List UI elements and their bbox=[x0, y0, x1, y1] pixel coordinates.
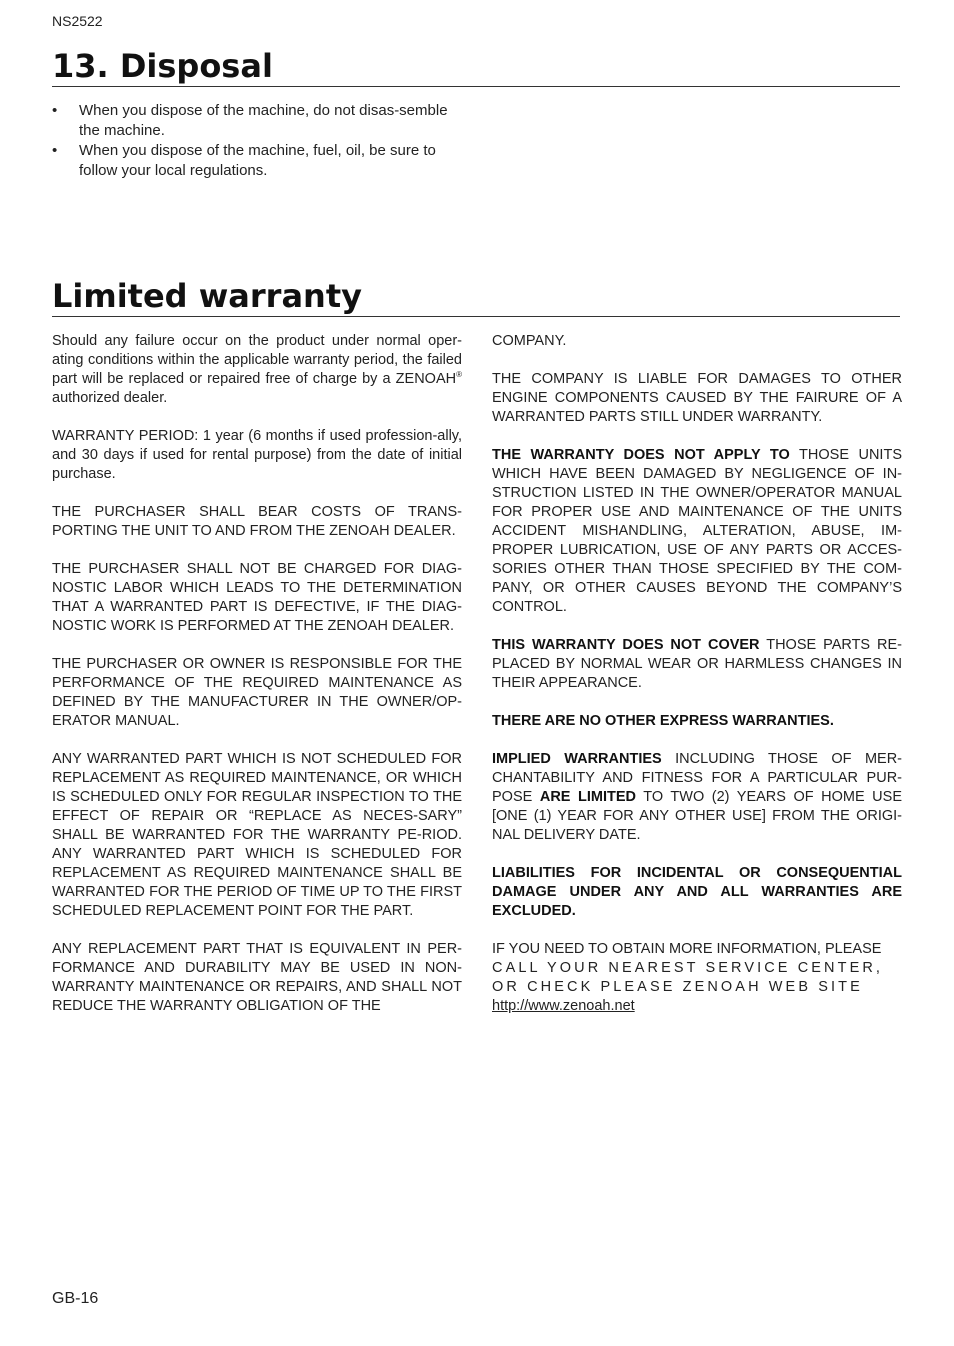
implied-paragraph bbox=[492, 750, 902, 845]
implied-text: INCLUDING THOSE OF MER-CHANTABILITY AND FITNESS FOR A PARTICULAR PUR-POSE bbox=[492, 751, 902, 805]
bullet-icon: • bbox=[52, 142, 58, 159]
are-limited-label: ARE LIMITED bbox=[539, 789, 636, 805]
model-code: NS2522 bbox=[52, 13, 103, 29]
page-number: GB-16 bbox=[52, 1290, 99, 1307]
replacement-paragraph-end: COMPANY. bbox=[492, 333, 567, 349]
implied-text-end: TO TWO (2) YEARS OF HOME USE [ONE (1) YEAR FOR ANY OTHER USE] FROM THE ORIGI-NAL DELIVERY DATE. bbox=[492, 789, 902, 843]
bullet-icon: • bbox=[52, 102, 58, 119]
intro-text: Should any failure occur on the product under normal oper-ating conditions within the applicable warranty period, the failed part will be replaced or repaired free of charge by a ZENOAH bbox=[52, 333, 462, 387]
disposal-list bbox=[52, 101, 462, 181]
not-cover-label: THIS WARRANTY DOES NOT COVER bbox=[492, 637, 760, 653]
intro-text-end: authorized dealer. bbox=[52, 390, 168, 406]
contact-paragraph bbox=[492, 940, 902, 1016]
warranty-period-paragraph bbox=[52, 427, 462, 484]
liable-paragraph: THE COMPANY IS LIABLE FOR DAMAGES TO OTHER ENGINE COMPONENTS CAUSED BY THE FAIRURE OF A WARRANTED PARTS STILL UNDER WARRANTY. bbox=[492, 371, 902, 425]
warranty-right-column bbox=[492, 332, 902, 1016]
not-apply-label: THE WARRANTY DOES NOT APPLY TO bbox=[492, 447, 790, 463]
bullet-text: When you dispose of the machine, fuel, oil, be sure to follow your local regulations. bbox=[79, 142, 436, 179]
no-express-paragraph bbox=[492, 712, 902, 731]
replacement-paragraph: ANY REPLACEMENT PART THAT IS EQUIVALENT IN PER-FORMANCE AND DURABILITY MAY BE USED IN NON-WARRANTY MAINTENANCE OR REPAIRS, AND SHALL NOT REDUCE THE WARRANTY OBLIGATION OF THE bbox=[52, 941, 462, 1014]
registered-mark: ® bbox=[456, 370, 462, 380]
warranty-period-text: 1 year (6 months if used profession-ally, and 30 days if used for rental purpose) from the date of initial purchase. bbox=[52, 428, 462, 482]
warranty-left-column bbox=[52, 332, 462, 1016]
owner-paragraph: THE PURCHASER OR OWNER IS RESPONSIBLE FOR THE PERFORMANCE OF THE REQUIRED MAINTENANCE AS DEFINED BY THE MANUFACTURER IN THE OWNER/OP-ERATOR MANUAL. bbox=[52, 656, 462, 729]
intro-paragraph bbox=[52, 332, 462, 408]
contact-line: OR CHECK PLEASE ZENOAH WEB SITE bbox=[492, 979, 863, 995]
not-apply-paragraph bbox=[492, 446, 902, 617]
contact-line: CALL YOUR NEAREST SERVICE CENTER, bbox=[492, 960, 884, 976]
warranty-period-label: WARRANTY PERIOD: bbox=[52, 428, 199, 444]
disposal-heading: 13. Disposal bbox=[52, 48, 900, 87]
liabilities-paragraph bbox=[492, 864, 902, 921]
bullet-text: When you dispose of the machine, do not disas-semble the machine. bbox=[79, 102, 448, 139]
liabilities-text: LIABILITIES FOR INCIDENTAL OR CONSEQUENTIAL DAMAGE UNDER ANY AND ALL WARRANTIES ARE EXCLUDED. bbox=[492, 865, 902, 919]
website-link[interactable]: http://www.zenoah.net bbox=[492, 998, 635, 1014]
not-cover-text: THOSE PARTS RE-PLACED BY NORMAL WEAR OR HARMLESS CHANGES IN THEIR APPEARANCE. bbox=[492, 637, 903, 691]
implied-label: IMPLIED WARRANTIES bbox=[492, 751, 662, 767]
diagnostic-paragraph: THE PURCHASER SHALL NOT BE CHARGED FOR DIAG-NOSTIC LABOR WHICH LEADS TO THE DETERMINATION THAT A WARRANTED PART IS DEFECTIVE, IF THE DIAG-NOSTIC WORK IS PERFORMED AT THE ZENOAH DEALER. bbox=[52, 561, 462, 634]
parts-paragraph: ANY WARRANTED PART WHICH IS NOT SCHEDULED FOR REPLACEMENT AS REQUIRED MAINTENANCE, OR WHICH IS SCHEDULED ONLY FOR REGULAR INSPECTION TO THE EFFECT OF REPAIR OR “REPLACE AS NECES-SARY” SHALL BE WARRANTED FOR THE WARRANTY PE-RIOD. ANY WARRANTED PART WHICH IS SCHEDULED FOR REPLACEMENT AS REQUIRED MAINTENANCE SHALL BE WARRANTED FOR THE PERIOD OF TIME UP TO THE FIRST SCHEDULED REPLACEMENT POINT FOR THE PART. bbox=[52, 751, 462, 919]
list-item bbox=[52, 141, 462, 181]
not-apply-text: THOSE UNITS WHICH HAVE BEEN DAMAGED BY NEGLIGENCE OF IN-STRUCTION LISTED IN THE OWNER/OPERATOR MANUAL FOR PROPER USE AND MAINTENANCE OF THE UNITS ACCIDENT MISHANDLING, ALTERATION, ABUSE, IM-PROPER LUBRICATION, USE OF ANY PARTS OR ACCES-SORIES OTHER THAN THOSE SPECIFIED BY THE COM-PANY, OR OTHER CAUSES BEYOND THE COMPANY’S CONTROL. bbox=[492, 447, 902, 615]
not-cover-paragraph bbox=[492, 636, 902, 693]
list-item bbox=[52, 101, 462, 141]
contact-line: IF YOU NEED TO OBTAIN MORE INFORMATION, PLEASE bbox=[492, 941, 882, 957]
no-express-text: THERE ARE NO OTHER EXPRESS WARRANTIES. bbox=[492, 713, 834, 729]
transport-paragraph: THE PURCHASER SHALL BEAR COSTS OF TRANS-PORTING THE UNIT TO AND FROM THE ZENOAH DEALER. bbox=[52, 504, 462, 539]
warranty-heading: Limited warranty bbox=[52, 278, 900, 317]
